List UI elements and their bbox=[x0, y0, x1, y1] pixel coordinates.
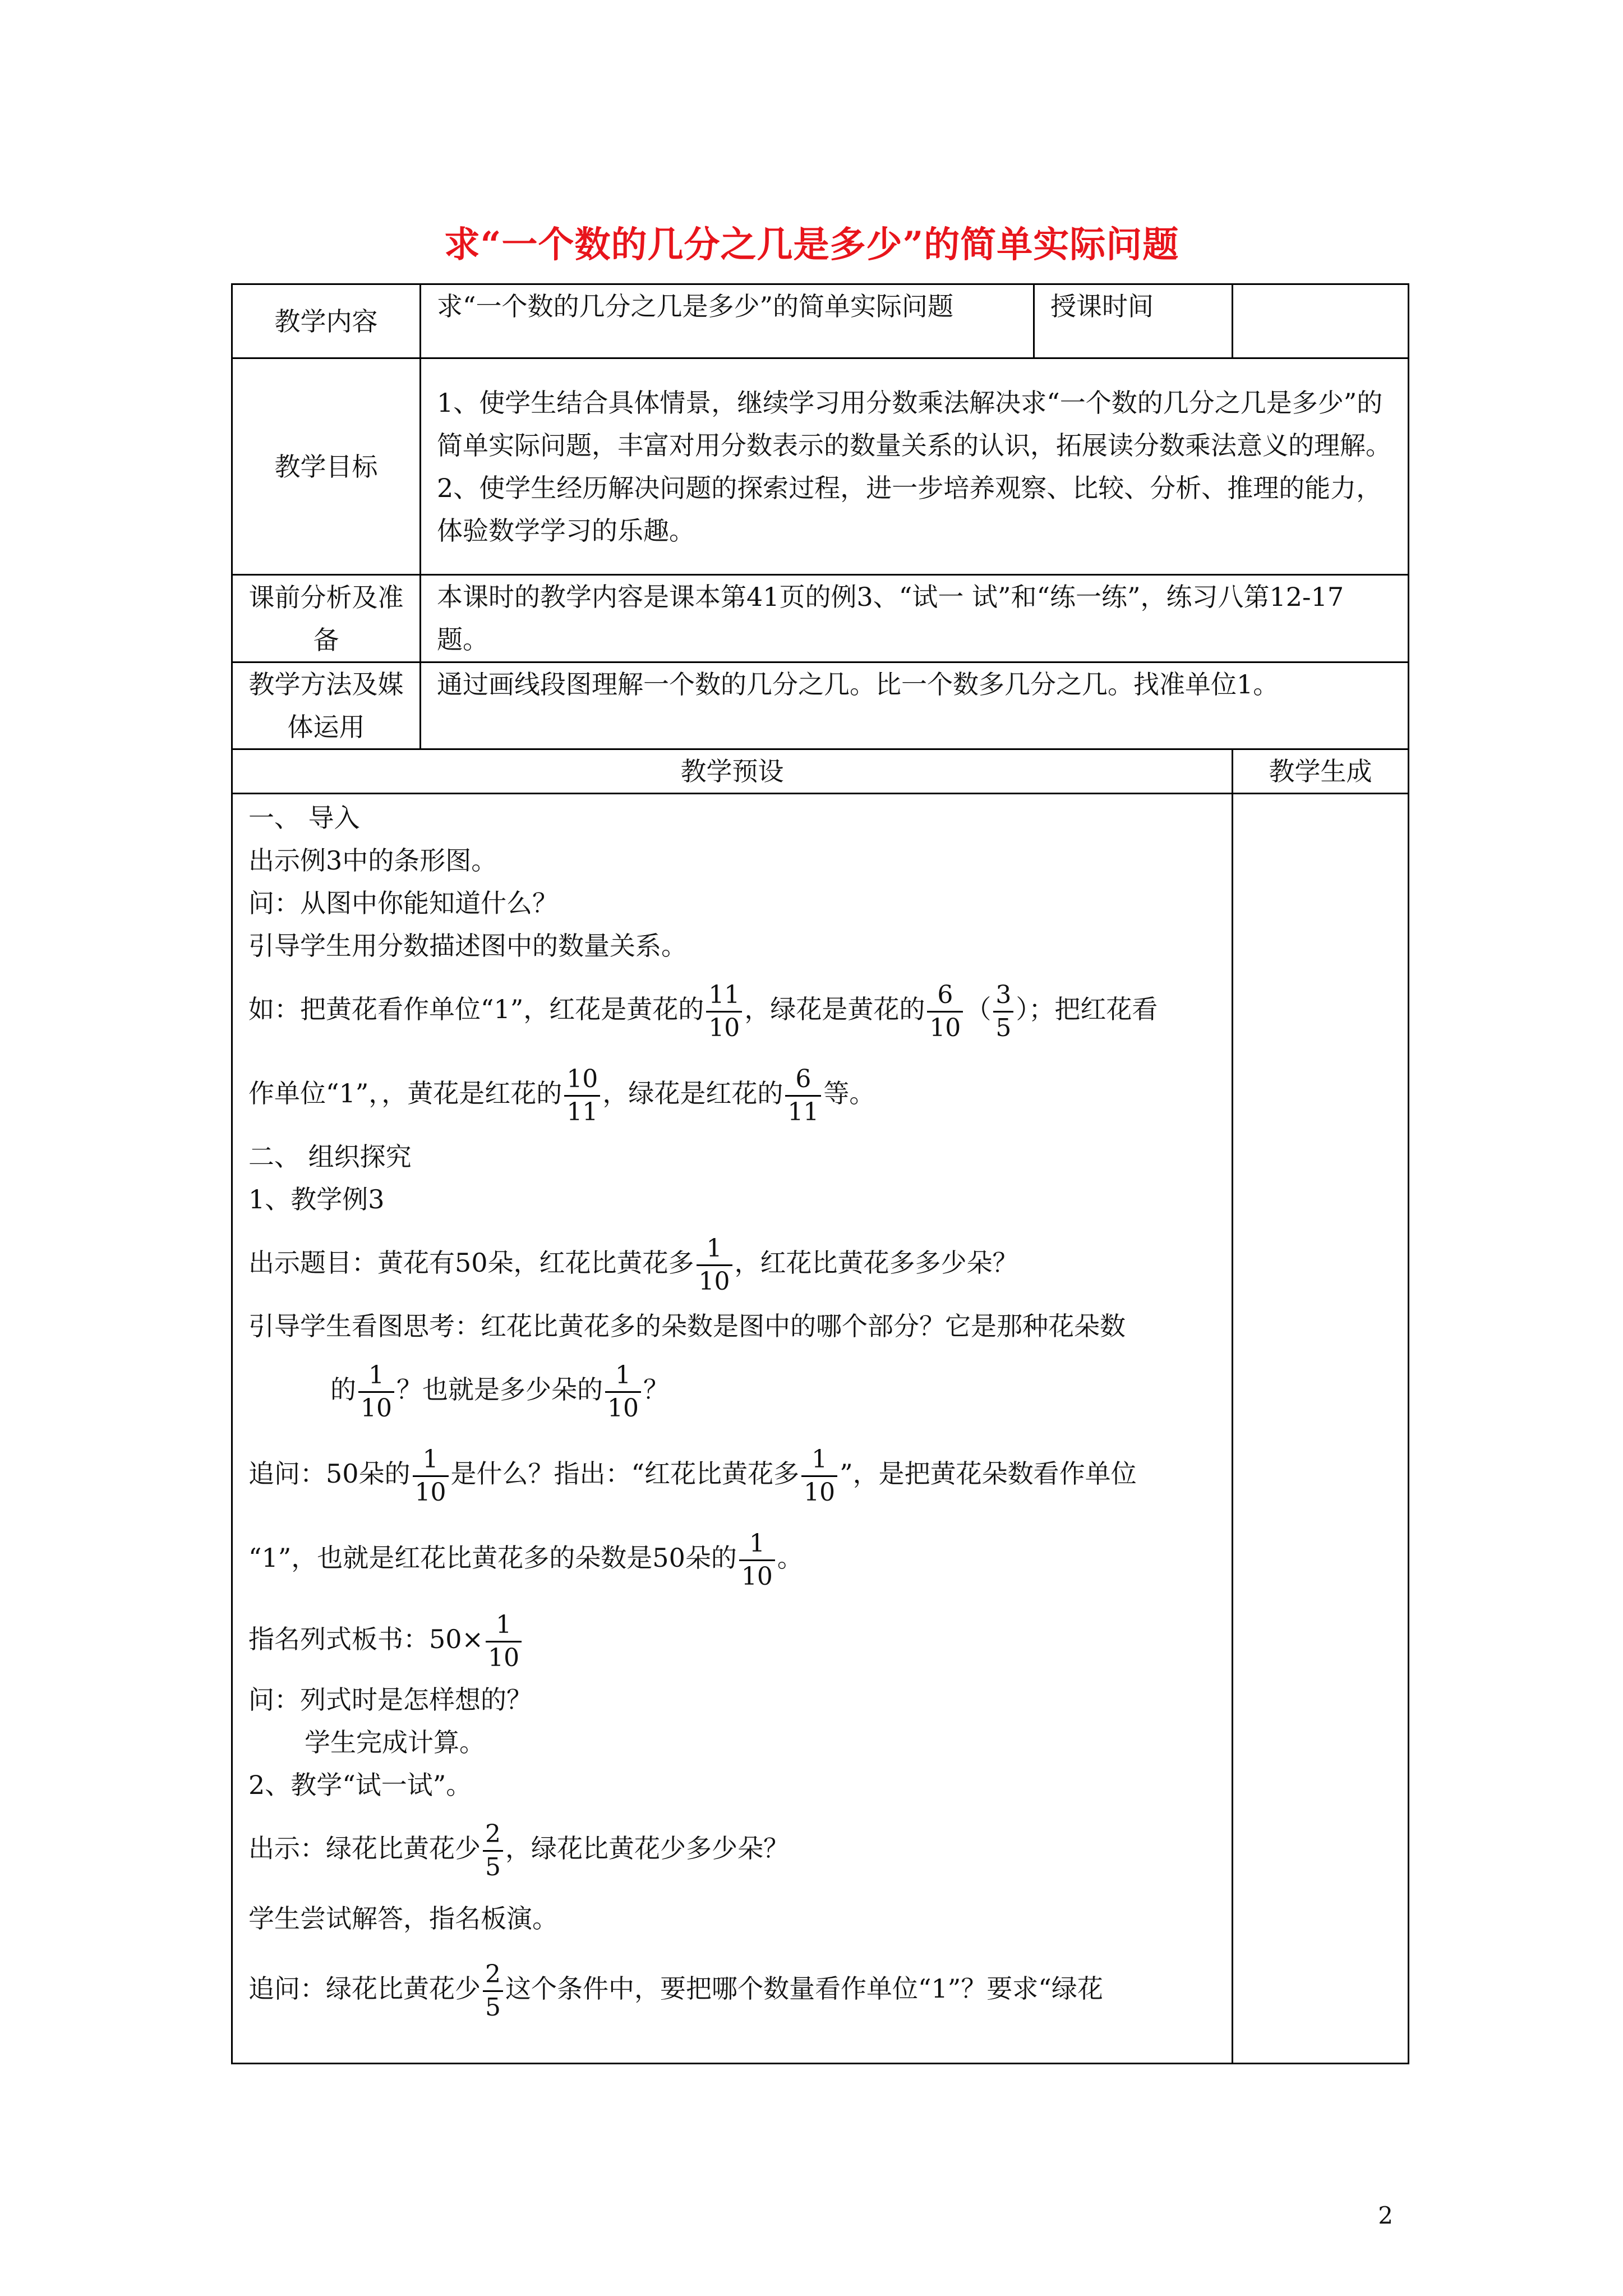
method-label: 教学方法及媒体运用 bbox=[232, 662, 421, 749]
line-8-text-c: ？ bbox=[643, 1374, 669, 1405]
fraction-10-11: $\frac{10}{11}$ bbox=[564, 1064, 600, 1128]
line-5-text-c: 等。 bbox=[823, 1078, 875, 1108]
method-value: 通过画线段图理解一个数的几分之几。比一个数多几分之几。找准单位1。 bbox=[421, 662, 1409, 749]
row-method bbox=[232, 662, 1409, 749]
plan-header: 教学预设 bbox=[232, 749, 1233, 794]
line-5-text-a: 作单位“1”，，黄花是红花的 bbox=[248, 1078, 562, 1108]
prep-label: 课前分析及准备 bbox=[232, 575, 421, 662]
section-2-heading: 二、 组织探究 bbox=[248, 1142, 412, 1172]
content-value: 求“一个数的几分之几是多少”的简单实际问题 bbox=[421, 284, 1034, 358]
row-content bbox=[232, 284, 1409, 358]
line-6-text-a: 出示题目：黄花有50朵，红花比黄花多 bbox=[248, 1248, 694, 1278]
time-value bbox=[1233, 284, 1409, 358]
generation-header: 教学生成 bbox=[1233, 749, 1409, 794]
section-1-heading: 一、 导入 bbox=[248, 803, 360, 833]
fraction-1-10: $\frac{1}{10}$ bbox=[801, 1444, 837, 1508]
line-4-text-a: 如：把黄花看作单位“1”，红花是黄花的 bbox=[248, 994, 704, 1024]
row-prep bbox=[232, 575, 1409, 662]
goal-2: 2、使学生经历解决问题的探索过程，进一步培养观察、比较、分析、推理的能力，体验数学学习的乐趣。 bbox=[437, 472, 1382, 546]
fraction-1-10: $\frac{1}{10}$ bbox=[697, 1233, 732, 1297]
document-title: 求“一个数的几分之几是多少”的简单实际问题 bbox=[444, 224, 1179, 266]
line-5-text-b: ，绿花是红花的 bbox=[602, 1078, 783, 1108]
fraction-11-10: $\frac{11}{10}$ bbox=[706, 979, 742, 1044]
line-8-text-a: 的 bbox=[330, 1374, 356, 1405]
line-10-text-b: 。 bbox=[777, 1543, 803, 1573]
fraction-1-10: $\frac{1}{10}$ bbox=[605, 1360, 641, 1424]
line-7: 引导学生看图思考：红花比黄花多的朵数是图中的哪个部分？它是那种花朵数 bbox=[248, 1311, 1126, 1341]
prep-value: 本课时的教学内容是课本第41页的例3、“试一 试”和“练一练”，练习八第12-17题。 bbox=[421, 575, 1409, 662]
line-6-text-b: ，红花比黄花多多少朵？ bbox=[734, 1248, 1018, 1278]
line-14 bbox=[248, 1806, 1216, 1890]
line-4-text-b: ，绿花是黄花的 bbox=[744, 994, 925, 1024]
row-goals bbox=[232, 358, 1409, 575]
fraction-1-10: $\frac{1}{10}$ bbox=[358, 1360, 394, 1424]
line-14-text-b: ，绿花比黄花少多少朵？ bbox=[505, 1833, 789, 1864]
line-11 bbox=[248, 1600, 1216, 1678]
line-14-text-a: 出示：绿花比黄花少 bbox=[248, 1833, 481, 1864]
fraction-6-11: $\frac{6}{11}$ bbox=[785, 1064, 821, 1128]
line-6 bbox=[248, 1221, 1216, 1305]
line-5 bbox=[248, 1051, 1216, 1135]
fraction-1-10: $\frac{1}{10}$ bbox=[413, 1444, 449, 1508]
fraction-2-5: $\frac{2}{5}$ bbox=[483, 1819, 503, 1883]
row-body bbox=[232, 794, 1409, 2064]
line-15: 学生尝试解答，指名板演。 bbox=[248, 1903, 558, 1934]
subsection-2-2: 2、教学“试一试”。 bbox=[248, 1770, 472, 1800]
line-1: 出示例3中的条形图。 bbox=[248, 845, 497, 876]
page-number: 2 bbox=[1378, 2202, 1393, 2229]
line-9-text-b: 是什么？指出：“红花比黄花多 bbox=[450, 1458, 800, 1489]
line-11-text-a: 指名列式板书：50× bbox=[248, 1624, 484, 1654]
line-12: 问：列式时是怎样想的？ bbox=[248, 1685, 532, 1715]
line-2: 问：从图中你能知道什么？ bbox=[248, 888, 558, 918]
fraction-3-5: $\frac{3}{5}$ bbox=[993, 979, 1013, 1044]
line-10-text-a: “1”，也就是红花比黄花多的朵数是50朵的 bbox=[248, 1543, 737, 1573]
line-13: 学生完成计算。 bbox=[305, 1727, 485, 1757]
line-16 bbox=[248, 1947, 1216, 2031]
line-9-text-c: ”，是把黄花朵数看作单位 bbox=[840, 1458, 1137, 1489]
generation-body bbox=[1233, 794, 1409, 2064]
subsection-2-1: 1、教学例3 bbox=[248, 1184, 385, 1214]
line-4-text-c: （ bbox=[965, 994, 992, 1024]
row-headers bbox=[232, 749, 1409, 794]
lesson-plan-table bbox=[231, 283, 1409, 2064]
time-label: 授课时间 bbox=[1034, 284, 1233, 358]
line-3: 引导学生用分数描述图中的数量关系。 bbox=[248, 931, 687, 961]
plan-body bbox=[232, 794, 1233, 2064]
content-label: 教学内容 bbox=[232, 284, 421, 358]
line-9 bbox=[248, 1432, 1216, 1516]
line-4-text-d: ）；把红花看 bbox=[1016, 994, 1158, 1024]
line-16-text-a: 追问：绿花比黄花少 bbox=[248, 1973, 481, 2004]
fraction-1-10: $\frac{1}{10}$ bbox=[486, 1609, 522, 1674]
goal-1: 1、使学生结合具体情景，继续学习用分数乘法解决求“一个数的几分之几是多少”的简单实际问题，丰富对用分数表示的数量关系的认识，拓展读分数乘法意义的理解。 bbox=[437, 387, 1391, 461]
fraction-2-5: $\frac{2}{5}$ bbox=[483, 1959, 503, 2023]
goal-label: 教学目标 bbox=[232, 358, 421, 575]
fraction-6-10: $\frac{6}{10}$ bbox=[927, 979, 963, 1044]
line-16-text-b: 这个条件中，要把哪个数量看作单位“1”？要求“绿花 bbox=[505, 1973, 1103, 2004]
line-4 bbox=[248, 967, 1216, 1051]
line-10 bbox=[248, 1516, 1216, 1600]
line-9-text-a: 追问：50朵的 bbox=[248, 1458, 411, 1489]
fraction-1-10: $\frac{1}{10}$ bbox=[739, 1528, 775, 1593]
line-8 bbox=[248, 1347, 1216, 1432]
line-8-text-b: ？也就是多少朵的 bbox=[396, 1374, 603, 1405]
